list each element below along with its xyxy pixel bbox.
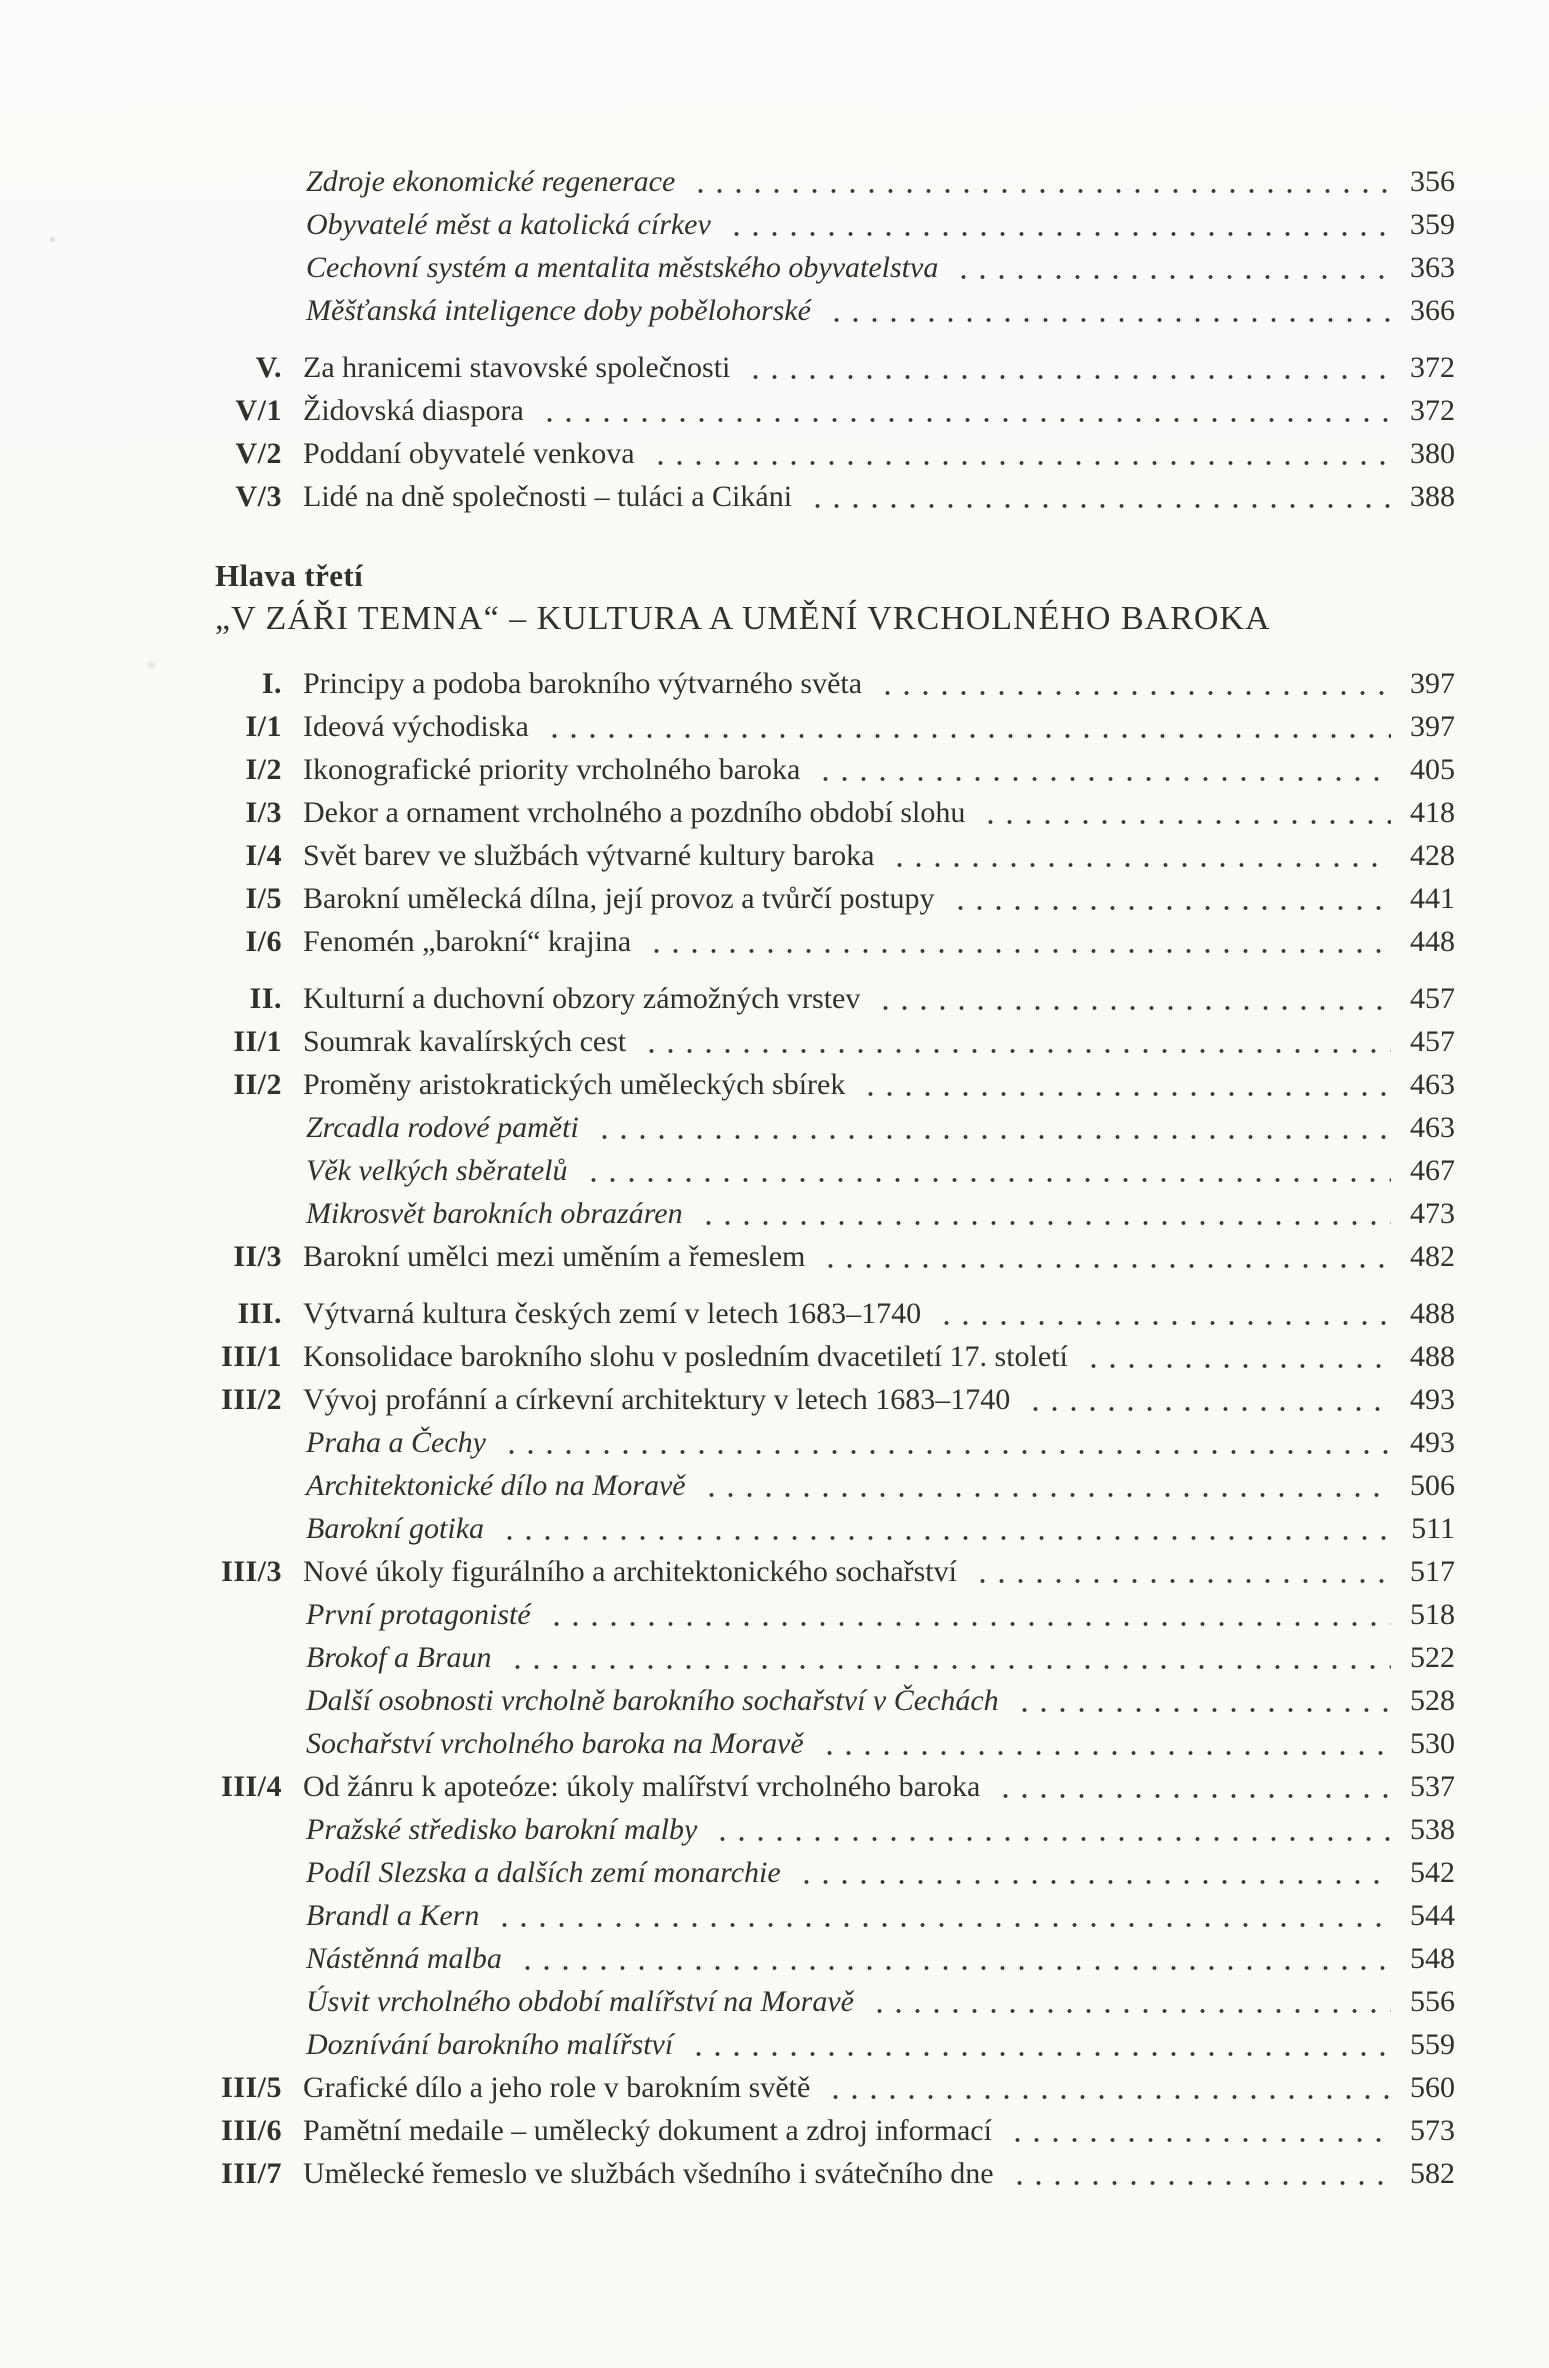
toc-entry — [215, 1063, 1455, 1106]
entry-page-number: 463 — [1410, 1068, 1455, 1101]
entry-page-number: 537 — [1410, 1770, 1455, 1803]
dot-leader — [500, 1421, 1391, 1464]
dot-leader — [994, 1765, 1391, 1808]
toc-entry — [215, 791, 1455, 834]
entry-page-number: 397 — [1410, 667, 1455, 700]
chapter-heading — [215, 554, 1455, 640]
entry-page-number: 441 — [1410, 882, 1455, 915]
entry-page-number: 559 — [1410, 2028, 1455, 2061]
dot-leader — [806, 475, 1391, 518]
toc-entry — [215, 1593, 1455, 1636]
dot-leader — [593, 1106, 1391, 1149]
entry-page-number: 538 — [1410, 1813, 1455, 1846]
entry-page-number: 493 — [1410, 1426, 1455, 1459]
entry-title: Ikonografické priority vrcholného baroka — [303, 753, 801, 786]
entry-page-number: 473 — [1410, 1197, 1455, 1230]
toc-entry — [215, 1106, 1455, 1149]
dot-leader — [700, 1464, 1391, 1507]
dot-leader — [725, 203, 1391, 246]
entry-label: I/2 — [245, 753, 282, 786]
entry-title: Židovská diaspora — [303, 394, 524, 427]
entry-title: Fenomén „barokní“ krajina — [303, 925, 632, 958]
toc-entry — [215, 748, 1455, 791]
entry-title: Brandl a Kern — [306, 1899, 480, 1932]
dot-leader — [888, 834, 1391, 877]
entry-title: Lidé na dně společnosti – tuláci a Cikáni — [303, 480, 793, 513]
dot-leader — [640, 1020, 1391, 1063]
entry-page-number: 463 — [1410, 1111, 1455, 1144]
entry-page-number: 380 — [1410, 437, 1455, 470]
entry-page-number: 542 — [1410, 1856, 1455, 1889]
dot-leader — [1082, 1335, 1391, 1378]
entry-label: V. — [255, 351, 282, 384]
dot-leader — [824, 2066, 1391, 2109]
entry-page-number: 372 — [1410, 394, 1455, 427]
toc-group — [215, 1292, 1455, 2195]
toc-entry — [215, 2109, 1455, 2152]
dot-leader — [744, 346, 1391, 389]
entry-title: Praha a Čechy — [306, 1426, 486, 1459]
toc-entry — [215, 432, 1455, 475]
entry-page-number: 582 — [1410, 2157, 1455, 2190]
entry-label: V/3 — [235, 480, 282, 513]
toc-entry — [215, 346, 1455, 389]
entry-page-number: 544 — [1410, 1899, 1455, 1932]
entry-title: Nové úkoly figurálního a architektonického sochařství — [303, 1555, 957, 1588]
entry-page-number: 457 — [1410, 982, 1455, 1015]
entry-label: II/2 — [233, 1068, 282, 1101]
toc-sections — [215, 160, 1455, 2195]
entry-page-number: 366 — [1410, 294, 1455, 327]
toc-entry — [215, 246, 1455, 289]
entry-title: Úsvit vrcholného období malířství na Moravě — [306, 1985, 854, 2018]
entry-title: Mikrosvět barokních obrazáren — [306, 1197, 683, 1230]
entry-page-number: 428 — [1410, 839, 1455, 872]
toc-entry — [215, 160, 1455, 203]
entry-label: V/2 — [235, 437, 282, 470]
entry-title: Pražské středisko barokní malby — [306, 1813, 698, 1846]
entry-title: Výtvarná kultura českých zemí v letech 1683–1740 — [303, 1297, 922, 1330]
entry-title: Architektonické dílo na Moravě — [306, 1469, 686, 1502]
dot-leader — [1024, 1378, 1391, 1421]
toc-entry — [215, 1192, 1455, 1235]
toc-entry — [215, 2023, 1455, 2066]
entry-page-number: 359 — [1410, 208, 1455, 241]
dot-leader — [949, 877, 1392, 920]
toc-entry — [215, 705, 1455, 748]
entry-title: Barokní gotika — [306, 1512, 485, 1545]
entry-title: Od žánru k apoteóze: úkoly malířství vrcholného baroka — [303, 1770, 981, 1803]
entry-page-number: 511 — [1411, 1512, 1455, 1545]
toc-entry — [215, 1020, 1455, 1063]
entry-page-number: 548 — [1410, 1942, 1455, 1975]
entry-title: Za hranicemi stavovské společnosti — [303, 351, 731, 384]
entry-page-number: 573 — [1410, 2114, 1455, 2147]
toc-entry — [215, 1149, 1455, 1192]
toc-group — [215, 662, 1455, 963]
toc-entry — [215, 475, 1455, 518]
entry-title: Barokní umělci mezi uměním a řemeslem — [303, 1240, 806, 1273]
entry-label: I/3 — [245, 796, 282, 829]
entry-page-number: 530 — [1410, 1727, 1455, 1760]
entry-label: I/5 — [245, 882, 282, 915]
entry-page-number: 418 — [1410, 796, 1455, 829]
entry-title: Soumrak kavalírských cest — [303, 1025, 627, 1058]
entry-title: Doznívání barokního malířství — [306, 2028, 674, 2061]
entry-title: Ideová východiska — [303, 710, 529, 743]
toc-entry — [215, 1808, 1455, 1851]
entry-label: III/2 — [221, 1383, 282, 1416]
entry-title: Měšťanská inteligence doby pobělohorské — [306, 294, 811, 327]
dot-leader — [711, 1808, 1391, 1851]
toc-entry — [215, 1464, 1455, 1507]
toc-group — [215, 346, 1455, 518]
dot-leader — [876, 662, 1391, 705]
dot-leader — [493, 1894, 1391, 1937]
dot-leader — [825, 289, 1391, 332]
toc-entry — [215, 1550, 1455, 1593]
dot-leader — [819, 1235, 1391, 1278]
dot-leader — [874, 977, 1391, 1020]
entry-title: Pamětní medaile – umělecký dokument a zdroj informací — [303, 2114, 992, 2147]
dot-leader — [545, 1593, 1391, 1636]
toc-entry — [215, 1421, 1455, 1464]
toc-entry — [215, 1894, 1455, 1937]
toc-entry — [215, 1722, 1455, 1765]
entry-page-number: 457 — [1410, 1025, 1455, 1058]
scan-speck — [50, 237, 55, 242]
dot-leader — [687, 2023, 1391, 2066]
toc-entry — [215, 1235, 1455, 1278]
entry-title: Principy a podoba barokního výtvarného světa — [303, 667, 863, 700]
toc-entry — [215, 1378, 1455, 1421]
toc-entry — [215, 877, 1455, 920]
toc-group — [215, 160, 1455, 332]
dot-leader — [498, 1507, 1391, 1550]
scan-speck — [148, 662, 155, 668]
entry-label: V/1 — [235, 394, 282, 427]
dot-leader — [1013, 1679, 1391, 1722]
toc-entry — [215, 1507, 1455, 1550]
toc-entry — [215, 1679, 1455, 1722]
toc-entry — [215, 977, 1455, 1020]
entry-label: II/3 — [233, 1240, 282, 1273]
dot-leader — [689, 160, 1391, 203]
toc-entry — [215, 1292, 1455, 1335]
entry-label: I/1 — [245, 710, 282, 743]
entry-title: Vývoj profánní a církevní architektury v letech 1683–1740 — [303, 1383, 1011, 1416]
dot-leader — [859, 1063, 1391, 1106]
chapter-title: „V ZÁŘI TEMNA“ – KULTURA A UMĚNÍ VRCHOLNÉHO BAROKA — [215, 600, 1271, 637]
entry-title: Podíl Slezska a dalších zemí monarchie — [306, 1856, 781, 1889]
entry-page-number: 522 — [1410, 1641, 1455, 1674]
entry-page-number: 528 — [1410, 1684, 1455, 1717]
entry-title: Konsolidace barokního slohu v posledním dvacetiletí 17. století — [303, 1340, 1068, 1373]
entry-label: III/3 — [221, 1555, 282, 1588]
entry-page-number: 356 — [1410, 165, 1455, 198]
dot-leader — [697, 1192, 1391, 1235]
dot-leader — [818, 1722, 1391, 1765]
entry-label: III/6 — [221, 2114, 282, 2147]
dot-leader — [868, 1980, 1391, 2023]
toc-entry — [215, 1335, 1455, 1378]
toc-entry — [215, 662, 1455, 705]
entry-title: Kulturní a duchovní obzory zámožných vrstev — [303, 982, 861, 1015]
entry-title: Zrcadla rodové paměti — [306, 1111, 579, 1144]
dot-leader — [645, 920, 1391, 963]
entry-page-number: 397 — [1410, 710, 1455, 743]
entry-page-number: 518 — [1410, 1598, 1455, 1631]
entry-title: Další osobnosti vrcholně barokního sochařství v Čechách — [306, 1684, 999, 1717]
toc-entry — [215, 1851, 1455, 1894]
dot-leader — [979, 791, 1391, 834]
dot-leader — [814, 748, 1391, 791]
dot-leader — [952, 246, 1391, 289]
entry-page-number: 363 — [1410, 251, 1455, 284]
dot-leader — [935, 1292, 1391, 1335]
entry-page-number: 467 — [1410, 1154, 1455, 1187]
dot-leader — [506, 1636, 1391, 1679]
entry-title: Věk velkých sběratelů — [306, 1154, 568, 1187]
toc-entry — [215, 1937, 1455, 1980]
entry-title: Sochařství vrcholného baroka na Moravě — [306, 1727, 804, 1760]
entry-title: Barokní umělecká dílna, její provoz a tvůrčí postupy — [303, 882, 935, 915]
entry-title: Zdroje ekonomické regenerace — [306, 165, 676, 198]
entry-page-number: 372 — [1410, 351, 1455, 384]
entry-title: Svět barev ve službách výtvarné kultury baroka — [303, 839, 875, 872]
dot-leader — [795, 1851, 1391, 1894]
toc-entry — [215, 1765, 1455, 1808]
entry-title: Poddaní obyvatelé venkova — [303, 437, 635, 470]
dot-leader — [516, 1937, 1391, 1980]
entry-label: I/6 — [245, 925, 282, 958]
entry-label: III/5 — [221, 2071, 282, 2104]
entry-title: Obyvatelé měst a katolická církev — [306, 208, 711, 241]
entry-page-number: 448 — [1410, 925, 1455, 958]
entry-title: Cechovní systém a mentalita městského obyvatelstva — [306, 251, 939, 284]
entry-page-number: 556 — [1410, 1985, 1455, 2018]
toc-entry — [215, 289, 1455, 332]
entry-label: III/1 — [221, 1340, 282, 1373]
entry-label: III. — [237, 1297, 282, 1330]
entry-title: Proměny aristokratických uměleckých sbírek — [303, 1068, 846, 1101]
toc-entry — [215, 203, 1455, 246]
dot-leader — [1006, 2109, 1391, 2152]
dot-leader — [582, 1149, 1391, 1192]
chapter-kicker: Hlava třetí — [215, 558, 364, 593]
entry-page-number: 560 — [1410, 2071, 1455, 2104]
entry-page-number: 405 — [1410, 753, 1455, 786]
table-of-contents — [215, 160, 1455, 2195]
entry-title: Umělecké řemeslo ve službách všedního i svátečního dne — [303, 2157, 994, 2190]
toc-entry — [215, 1980, 1455, 2023]
entry-label: I. — [261, 667, 282, 700]
entry-label: III/4 — [221, 1770, 282, 1803]
toc-entry — [215, 920, 1455, 963]
toc-entry — [215, 834, 1455, 877]
entry-label: I/4 — [245, 839, 282, 872]
dot-leader — [649, 432, 1391, 475]
entry-title: Nástěnná malba — [306, 1942, 502, 1975]
entry-page-number: 506 — [1410, 1469, 1455, 1502]
dot-leader — [971, 1550, 1391, 1593]
toc-entry — [215, 2152, 1455, 2195]
dot-leader — [543, 705, 1391, 748]
dot-leader — [538, 389, 1391, 432]
entry-label: II. — [249, 982, 282, 1015]
toc-entry — [215, 2066, 1455, 2109]
entry-label: II/1 — [233, 1025, 282, 1058]
entry-page-number: 388 — [1410, 480, 1455, 513]
entry-title: Dekor a ornament vrcholného a pozdního období slohu — [303, 796, 966, 829]
dot-leader — [1008, 2152, 1391, 2195]
entry-title: Grafické dílo a jeho role v barokním světě — [303, 2071, 811, 2104]
entry-page-number: 488 — [1410, 1340, 1455, 1373]
entry-page-number: 493 — [1410, 1383, 1455, 1416]
entry-page-number: 488 — [1410, 1297, 1455, 1330]
entry-title: První protagonisté — [306, 1598, 531, 1631]
entry-title: Brokof a Braun — [306, 1641, 492, 1674]
toc-group — [215, 977, 1455, 1278]
toc-entry — [215, 389, 1455, 432]
entry-page-number: 517 — [1410, 1555, 1455, 1588]
entry-page-number: 482 — [1410, 1240, 1455, 1273]
entry-label: III/7 — [221, 2157, 282, 2190]
toc-entry — [215, 1636, 1455, 1679]
